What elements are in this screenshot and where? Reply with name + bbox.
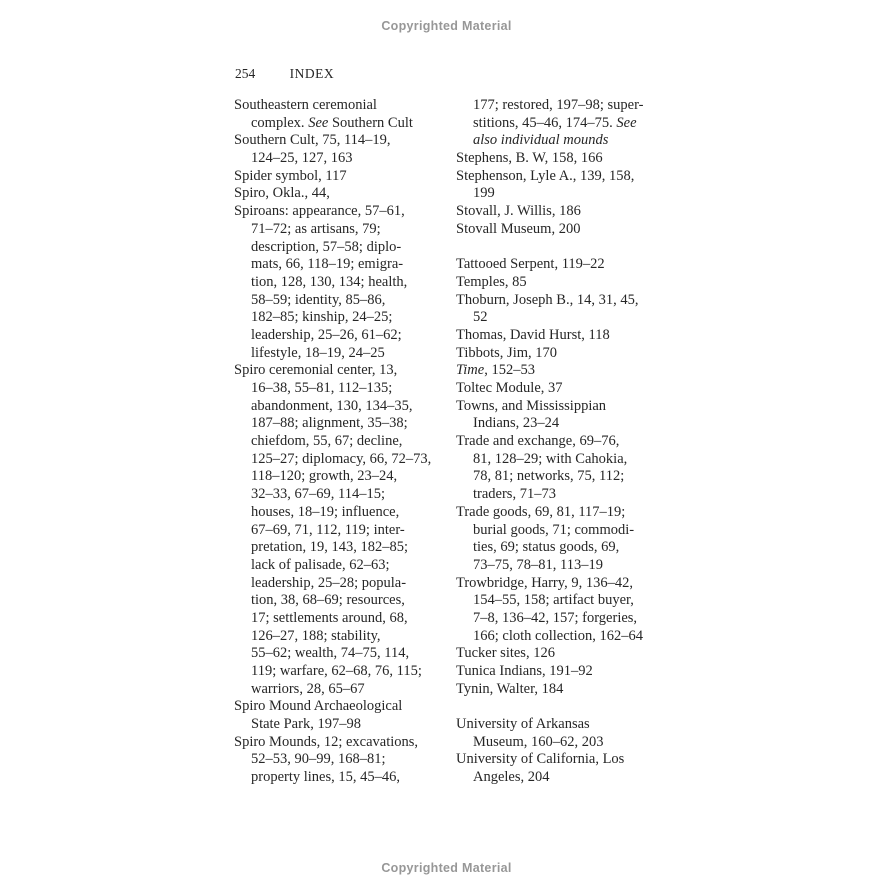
index-text: complex.: [251, 114, 309, 131]
index-text: 154–55, 158; artifact buyer,: [473, 592, 634, 609]
index-text: Spiro Mounds, 12; excavations,: [234, 733, 419, 750]
index-text: 71–72; as artisans, 79;: [251, 220, 381, 237]
index-text: Trade and exchange, 69–76,: [456, 433, 620, 450]
index-text: leadership, 25–26, 61–62;: [251, 326, 402, 343]
index-text: 177; restored, 197–98; super-: [473, 97, 644, 113]
index-line: [234, 203, 456, 221]
index-line: [234, 362, 456, 380]
index-line: [456, 345, 678, 363]
index-text: Southeastern ceremonial: [234, 97, 377, 113]
index-text: Stovall Museum, 200: [456, 220, 581, 237]
index-line: [234, 256, 456, 274]
index-line: [456, 274, 678, 292]
index-line: [234, 115, 456, 133]
index-text: Thomas, David Hurst, 118: [456, 326, 610, 343]
copyright-banner-bottom: Copyrighted Material: [381, 861, 512, 875]
index-line: [456, 663, 678, 681]
index-text: 78, 81; networks, 75, 112;: [473, 468, 625, 485]
index-text: abandonment, 130, 134–35,: [251, 397, 413, 414]
index-line: [234, 221, 456, 239]
index-text-italic: See: [616, 114, 637, 131]
index-column-left: [234, 97, 456, 787]
index-text: 119; warfare, 62–68, 76, 115;: [251, 663, 422, 679]
index-line: [234, 592, 456, 610]
index-line: [456, 309, 678, 327]
index-text: Tibbots, Jim, 170: [456, 344, 557, 361]
index-line-blank: [456, 239, 678, 257]
index-line: [234, 274, 456, 292]
index-text: houses, 18–19; influence,: [251, 503, 400, 520]
index-line: [234, 486, 456, 504]
index-line: [456, 486, 678, 504]
index-line: [234, 769, 456, 787]
index-text: 182–85; kinship, 24–25;: [251, 309, 393, 326]
index-line: [234, 451, 456, 469]
page-header: [235, 66, 334, 82]
index-line: [456, 628, 678, 646]
index-text: 73–75, 78–81, 113–19: [473, 556, 603, 573]
index-line: [234, 150, 456, 168]
index-line: [234, 415, 456, 433]
index-text: Museum, 160–62, 203: [473, 733, 604, 750]
index-line: [456, 292, 678, 310]
index-text: warriors, 28, 65–67: [251, 680, 365, 697]
index-text: Tynin, Walter, 184: [456, 680, 564, 697]
index-text: University of Arkansas: [456, 716, 590, 733]
index-text: tion, 128, 130, 134; health,: [251, 273, 408, 290]
index-title: INDEX: [289, 66, 335, 81]
index-column-right: [456, 97, 678, 787]
index-text: 67–69, 71, 112, 119; inter-: [251, 521, 405, 538]
page-number: 254: [235, 66, 256, 81]
index-line: [234, 468, 456, 486]
index-text: 166; cloth collection, 162–64: [473, 627, 643, 644]
index-line: [456, 415, 678, 433]
index-text: Spiro ceremonial center, 13,: [234, 362, 398, 379]
index-line: [234, 628, 456, 646]
index-text: 55–62; wealth, 74–75, 114,: [251, 645, 410, 662]
index-line: [456, 610, 678, 628]
index-line: [456, 221, 678, 239]
index-text: ties, 69; status goods, 69,: [473, 539, 620, 556]
index-text: Tucker sites, 126: [456, 645, 555, 662]
index-text: 7–8, 136–42, 157; forgeries,: [473, 609, 638, 626]
index-text: 16–38, 55–81, 112–135;: [251, 380, 393, 396]
index-line: [456, 115, 678, 133]
index-text: stitions, 45–46, 174–75.: [473, 114, 617, 131]
index-line: [234, 292, 456, 310]
index-line: [456, 504, 678, 522]
index-line: [234, 610, 456, 628]
copyright-banner-top: Copyrighted Material: [381, 19, 512, 33]
index-text: University of California, Los: [456, 751, 625, 768]
index-line: [234, 97, 456, 115]
index-line: [456, 327, 678, 345]
index-text: lifestyle, 18–19, 24–25: [251, 344, 385, 361]
index-line: [234, 557, 456, 575]
index-line: [456, 539, 678, 557]
index-text: 32–33, 67–69, 114–15;: [251, 486, 385, 503]
index-line: [234, 698, 456, 716]
index-text: 17; settlements around, 68,: [251, 609, 408, 626]
index-text: chiefdom, 55, 67; decline,: [251, 433, 403, 450]
index-line: [456, 716, 678, 734]
index-text: , 152–53: [484, 362, 535, 379]
index-line: [456, 185, 678, 203]
index-line: [456, 522, 678, 540]
index-line: [234, 504, 456, 522]
index-text: leadership, 25–28; popula-: [251, 574, 407, 591]
index-line: [456, 769, 678, 787]
index-line: [234, 327, 456, 345]
index-line: [234, 575, 456, 593]
index-line: [456, 645, 678, 663]
index-line: [456, 398, 678, 416]
index-text: mats, 66, 118–19; emigra-: [251, 256, 404, 273]
index-text: 118–120; growth, 23–24,: [251, 468, 398, 485]
index-text: Trowbridge, Harry, 9, 136–42,: [456, 574, 633, 591]
index-line: [234, 645, 456, 663]
index-text: 126–27, 188; stability,: [251, 627, 381, 644]
index-line: [234, 132, 456, 150]
index-text: Stephens, B. W, 158, 166: [456, 150, 603, 167]
index-text-italic: Time: [456, 362, 485, 379]
index-text: Tunica Indians, 191–92: [456, 663, 593, 679]
index-text: Temples, 85: [456, 273, 527, 290]
index-line: [234, 433, 456, 451]
index-line: [456, 734, 678, 752]
index-text: Stovall, J. Willis, 186: [456, 203, 581, 220]
index-text: Southern Cult: [328, 114, 413, 131]
index-line: [456, 97, 678, 115]
index-line: [456, 751, 678, 769]
index-text: Towns, and Mississippian: [456, 397, 607, 414]
index-line: [234, 734, 456, 752]
index-text-italic: also individual mounds: [473, 132, 609, 149]
index-text: Indians, 23–24: [473, 415, 560, 432]
index-line: [234, 380, 456, 398]
index-line: [456, 256, 678, 274]
index-line: [456, 362, 678, 380]
index-line: [234, 345, 456, 363]
index-text: Tattooed Serpent, 119–22: [456, 256, 605, 273]
index-text: State Park, 197–98: [251, 716, 361, 733]
index-line: [456, 203, 678, 221]
index-text: 52: [473, 309, 488, 326]
index-line: [456, 681, 678, 699]
index-line: [234, 185, 456, 203]
index-text: property lines, 15, 45–46,: [251, 769, 401, 786]
index-line-blank: [456, 698, 678, 716]
index-text: Southern Cult, 75, 114–19,: [234, 132, 391, 149]
index-line: [234, 681, 456, 699]
index-text: 187–88; alignment, 35–38;: [251, 415, 408, 432]
index-text: Spider symbol, 117: [234, 167, 347, 184]
index-text: tion, 38, 68–69; resources,: [251, 592, 405, 609]
index-text: Thoburn, Joseph B., 14, 31, 45,: [456, 291, 639, 308]
index-line: [234, 751, 456, 769]
index-line: [234, 239, 456, 257]
index-text: Spiro, Okla., 44,: [234, 185, 330, 202]
index-line: [456, 168, 678, 186]
index-text: 124–25, 127, 163: [251, 150, 353, 167]
index-text: pretation, 19, 143, 182–85;: [251, 539, 409, 556]
index-text: 199: [473, 185, 495, 202]
index-text: traders, 71–73: [473, 486, 556, 503]
index-line: [234, 716, 456, 734]
index-line: [234, 522, 456, 540]
index-text: 52–53, 90–99, 168–81;: [251, 751, 386, 768]
index-line: [456, 592, 678, 610]
index-text: Toltec Module, 37: [456, 380, 563, 396]
index-line: [456, 380, 678, 398]
index-line: [234, 539, 456, 557]
index-line: [456, 150, 678, 168]
index-text: Angeles, 204: [473, 769, 550, 786]
index-line: [456, 433, 678, 451]
index-line: [456, 132, 678, 150]
index-line: [456, 575, 678, 593]
index-line: [234, 663, 456, 681]
index-text: Spiroans: appearance, 57–61,: [234, 203, 405, 220]
index-text: Stephenson, Lyle A., 139, 158,: [456, 167, 635, 184]
index-line: [234, 168, 456, 186]
index-line: [456, 557, 678, 575]
index-line: [234, 398, 456, 416]
index-text: 58–59; identity, 85–86,: [251, 291, 386, 308]
index-line: [456, 451, 678, 469]
index-text: Spiro Mound Archaeological: [234, 698, 403, 715]
index-text: lack of palisade, 62–63;: [251, 556, 390, 573]
index-text: 125–27; diplomacy, 66, 72–73,: [251, 450, 432, 467]
index-text: burial goods, 71; commodi-: [473, 521, 635, 538]
index-line: [234, 309, 456, 327]
index-text: 81, 128–29; with Cahokia,: [473, 450, 628, 467]
index-text: description, 57–58; diplo-: [251, 238, 402, 255]
index-line: [456, 468, 678, 486]
index-text-italic: See: [308, 114, 329, 131]
index-text: Trade goods, 69, 81, 117–19;: [456, 503, 626, 520]
